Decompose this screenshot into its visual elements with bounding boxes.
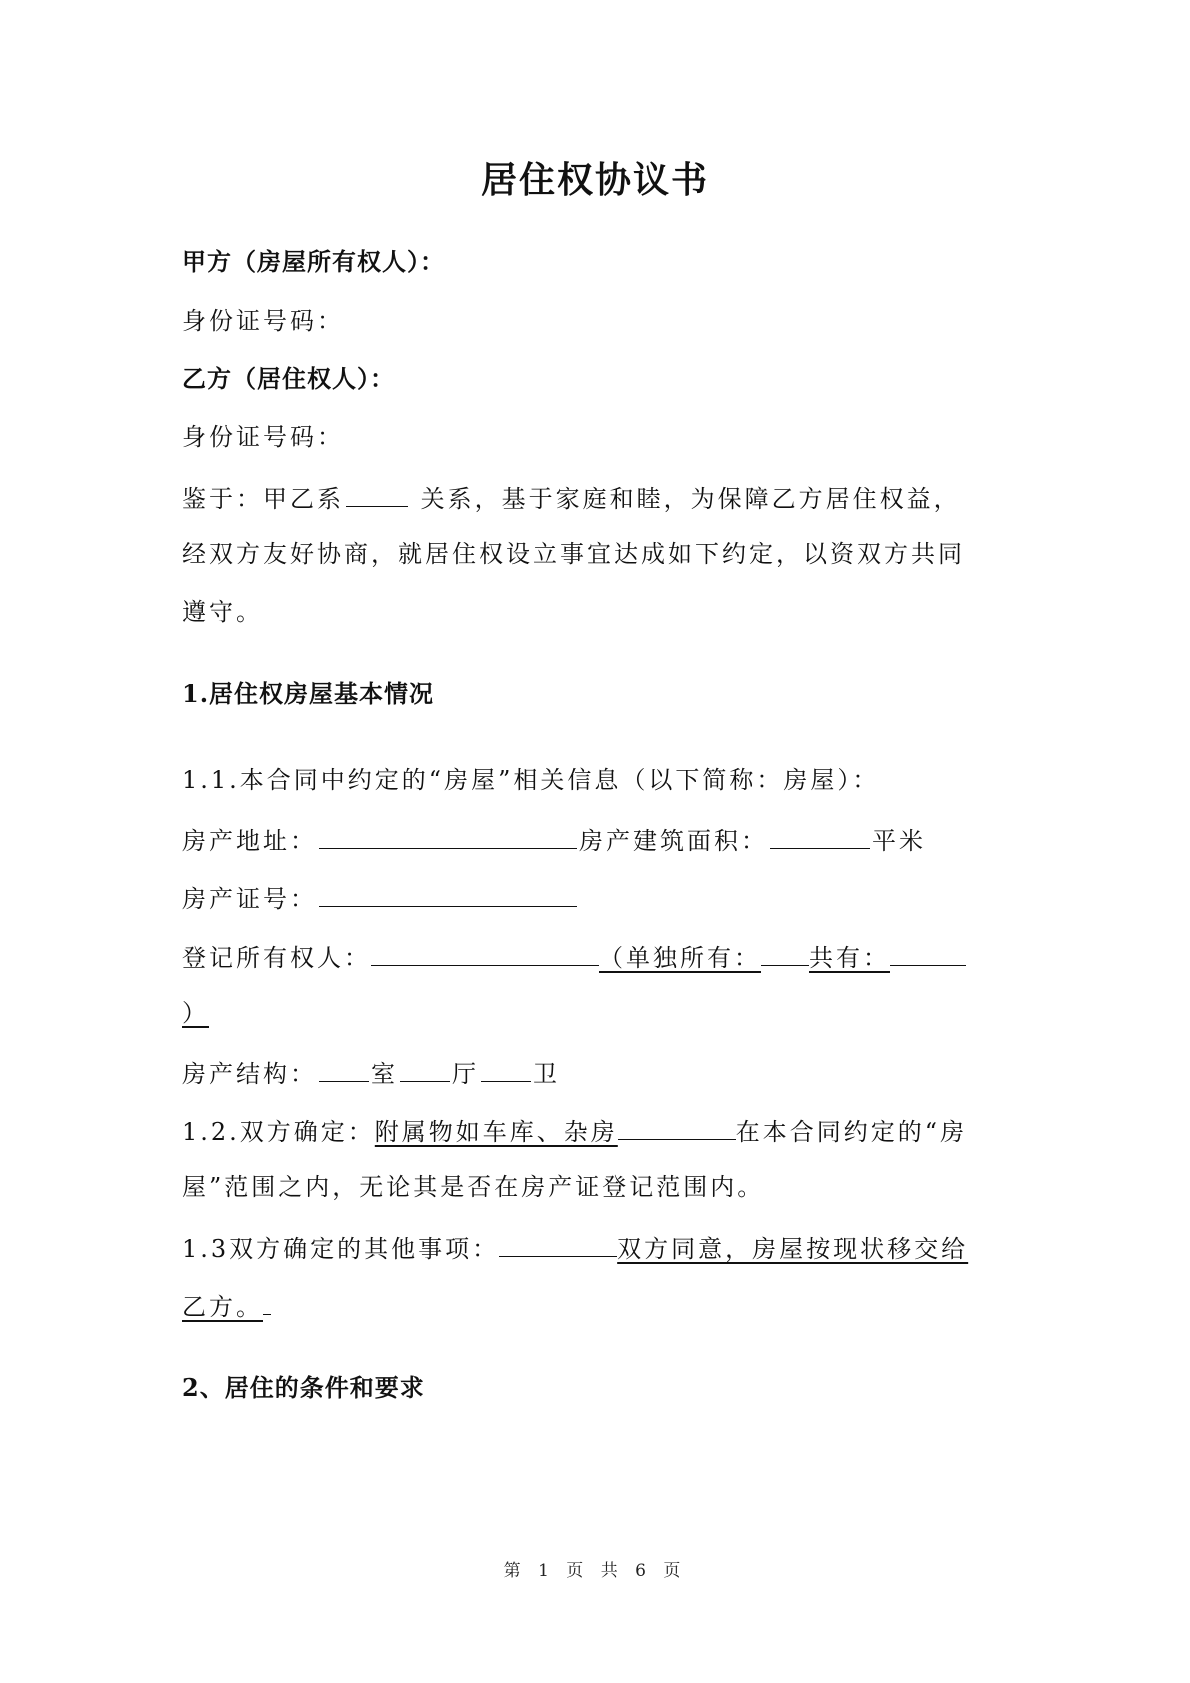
cert-label: 房产证号： xyxy=(182,885,317,913)
section-2-heading: 2、居住的条件和要求 xyxy=(182,1373,425,1402)
address-row xyxy=(182,822,926,857)
structure-label: 房产结构： xyxy=(182,1060,317,1088)
owner-type-close: ） xyxy=(182,999,209,1027)
document-title: 居住权协议书 xyxy=(480,159,709,201)
clause-1-3-prefix: 1.3双方确定的其他事项： xyxy=(182,1235,500,1263)
clause-1-3-line-2-tail xyxy=(263,1288,271,1315)
cert-row xyxy=(182,880,579,915)
address-field[interactable] xyxy=(319,822,577,849)
clause-1-3-line-2-text[interactable]: 乙方。 xyxy=(182,1293,263,1321)
section-1-heading: 1.居住权房屋基本情况 xyxy=(182,679,435,708)
party-b-label: 乙方（居住权人）： xyxy=(182,364,395,393)
page-footer: 第 1 页 共 6 页 xyxy=(503,1561,687,1581)
party-a-id-label: 身份证号码： xyxy=(182,307,344,335)
clause-1-3-line-2 xyxy=(182,1288,271,1323)
structure-hall: 厅 xyxy=(452,1060,479,1088)
baths-field[interactable] xyxy=(481,1055,531,1082)
structure-room: 室 xyxy=(371,1060,398,1088)
owner-label: 登记所有权人： xyxy=(182,944,371,972)
clause-1-3-blank[interactable] xyxy=(499,1230,617,1257)
joint-owner-field[interactable] xyxy=(890,939,966,966)
area-label: 房产建筑面积： xyxy=(579,827,768,855)
owner-row xyxy=(182,939,966,974)
cert-field[interactable] xyxy=(319,880,577,907)
owner-type-joint: 共有： xyxy=(809,944,890,972)
owner-field[interactable] xyxy=(371,939,599,966)
party-a-label: 甲方（房屋所有权人）： xyxy=(182,247,445,276)
party-b-id-label: 身份证号码： xyxy=(182,423,344,451)
halls-field[interactable] xyxy=(400,1055,450,1082)
clause-1-3 xyxy=(182,1230,968,1265)
preamble-line-3: 遵守。 xyxy=(182,598,263,626)
preamble-suffix: 关系，基于家庭和睦，为保障乙方居住权益， xyxy=(410,485,961,513)
structure-bath: 卫 xyxy=(533,1060,560,1088)
clause-1-2-prefix: 1.2.双方确定： xyxy=(182,1118,375,1146)
relationship-blank[interactable] xyxy=(346,480,408,507)
owner-row-close xyxy=(182,997,209,1029)
structure-row xyxy=(182,1055,560,1090)
area-unit: 平米 xyxy=(872,827,926,855)
preamble-line-2: 经双方友好协商，就居住权设立事宜达成如下约定，以资双方共同 xyxy=(182,540,965,568)
owner-type-open: （单独所有： xyxy=(599,944,761,972)
preamble-line-1 xyxy=(182,480,961,515)
sole-owner-field[interactable] xyxy=(761,939,809,966)
address-label: 房产地址： xyxy=(182,827,317,855)
preamble-prefix: 鉴于：甲乙系 xyxy=(182,485,344,513)
clause-1-2-fill[interactable]: 附属物如车库、杂房 xyxy=(374,1118,618,1146)
clause-1-2 xyxy=(182,1113,967,1148)
clause-1-2-blank[interactable] xyxy=(618,1113,736,1140)
rooms-field[interactable] xyxy=(319,1055,369,1082)
clause-1-2-suffix: 在本合同约定的“房 xyxy=(735,1118,968,1146)
clause-1-1: 1.1.本合同中约定的“房屋”相关信息（以下简称：房屋）： xyxy=(182,766,880,794)
clause-1-3-fill[interactable]: 双方同意，房屋按现状移交给 xyxy=(617,1235,969,1263)
clause-1-2-line-2: 屋”范围之内，无论其是否在房产证登记范围内。 xyxy=(182,1173,765,1201)
area-field[interactable] xyxy=(770,822,870,849)
